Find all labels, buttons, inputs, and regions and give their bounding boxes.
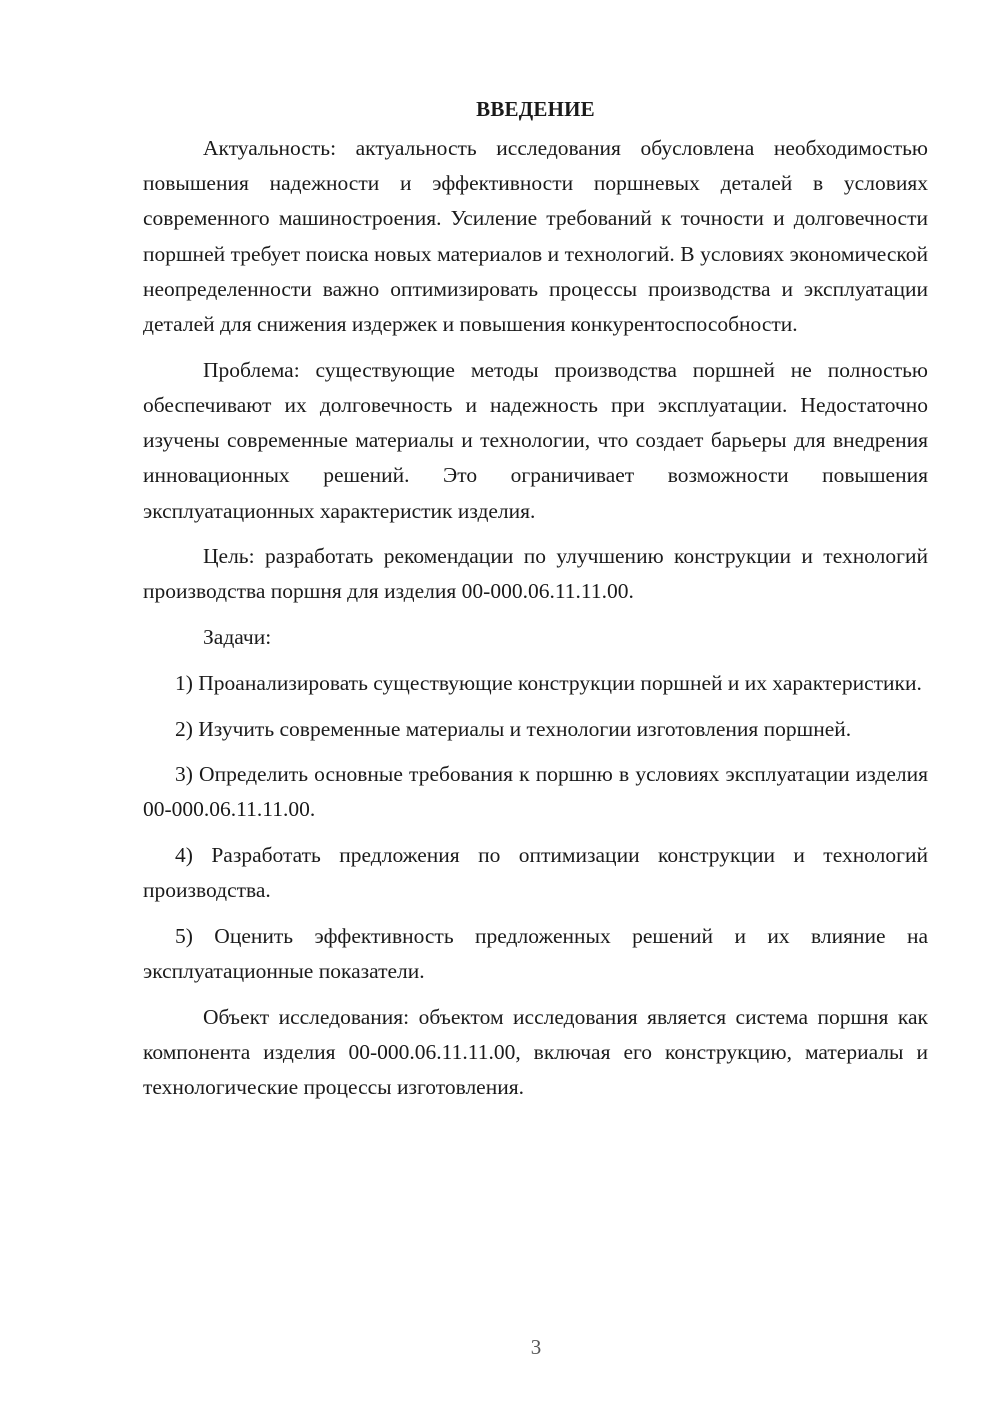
task-item-3: 3) Определить основные требования к поршню в условиях эксплуатации изделия 00-000.06.11.11.00. [143, 762, 928, 822]
section-title: ВВЕДЕНИЕ [476, 97, 595, 121]
page-content [143, 92, 928, 1106]
task-item-4: 4) Разработать предложения по оптимизации конструкции и технологий производства. [143, 843, 928, 903]
page-number: 3 [530, 1335, 542, 1359]
problem-paragraph: Проблема: существующие методы производства поршней не полностью обеспечивают их долговечность и надежность при эксплуатации. Недостаточно изучены современные материалы и технологии, что создает барьеры для внедрения инновационных решений. Это ограничивает возможности повышения эксплуатационных характеристик изделия. [143, 357, 928, 523]
task-item-1: 1) Проанализировать существующие конструкции поршней и их характеристики. [175, 670, 922, 695]
task-item-5: 5) Оценить эффективность предложенных решений и их влияние на эксплуатационные показатели. [143, 924, 928, 984]
goal-paragraph: Цель: разработать рекомендации по улучшению конструкции и технологий производства поршня для изделия 00-000.06.11.11.00. [143, 544, 928, 604]
task-item-2: 2) Изучить современные материалы и технологии изготовления поршней. [175, 716, 852, 741]
object-paragraph: Объект исследования: объектом исследования является система поршня как компонента изделия 00-000.06.11.11.00, включая его конструкцию, материалы и технологические процессы изготовления. [143, 1004, 928, 1100]
relevance-paragraph: Актуальность: актуальность исследования обусловлена необходимостью повышения надежности и эффективности поршневых деталей в условиях современного машиностроения. Усиление требований к точности и долговечности поршней требует поиска новых материалов и технологий. В условиях экономической неопределенности важно оптимизировать процессы производства и эксплуатации деталей для снижения издержек и повышения конкурентоспособности. [143, 136, 928, 337]
tasks-heading: Задачи: [203, 625, 272, 650]
